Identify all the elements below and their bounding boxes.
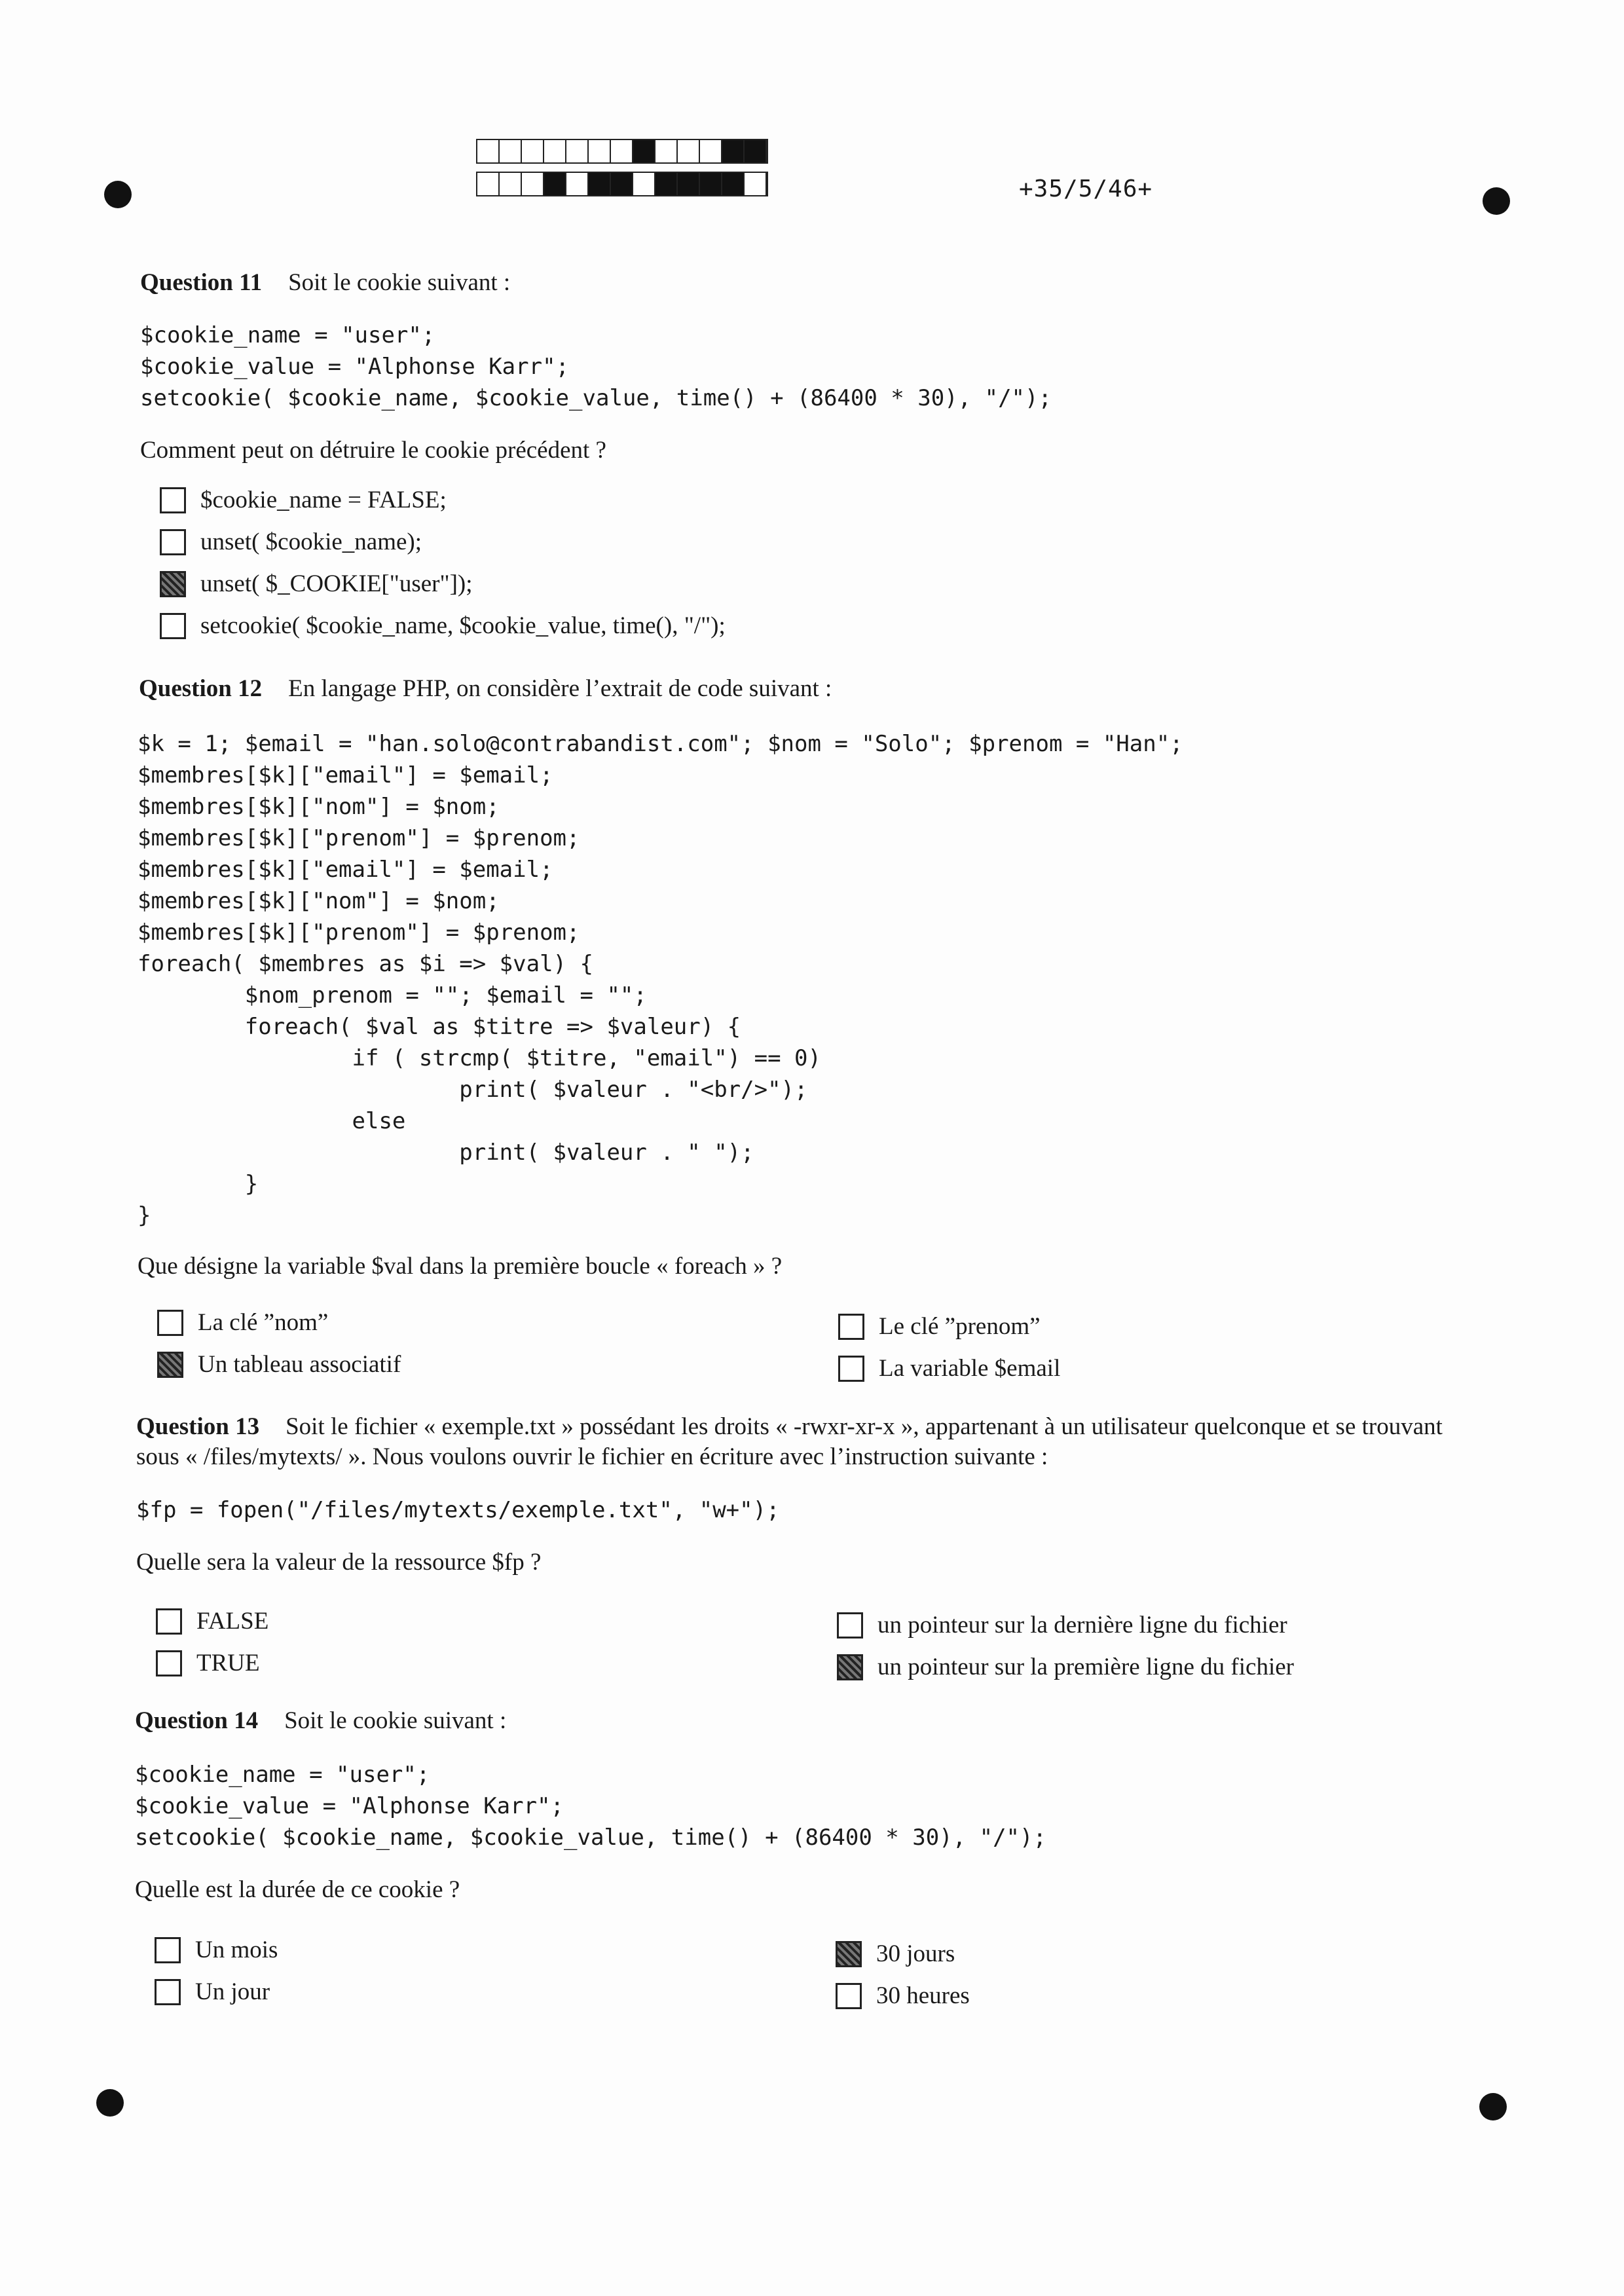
checkbox[interactable] (156, 1650, 182, 1676)
option-label: La variable $email (879, 1355, 1061, 1382)
checkbox[interactable] (160, 529, 186, 555)
option-label: $cookie_name = FALSE; (200, 487, 447, 513)
checkbox[interactable] (838, 1356, 864, 1382)
corner-mark-top-right (1483, 187, 1510, 215)
option[interactable] (155, 1936, 278, 1964)
option-label: FALSE (196, 1608, 269, 1635)
option-label: 30 jours (876, 1940, 955, 1967)
question-prompt: Comment peut on détruire le cookie précédent ? (140, 437, 606, 464)
checkbox[interactable] (160, 613, 186, 639)
barcode-cell (722, 173, 745, 195)
option-label: un pointeur sur la première ligne du fichier (877, 1654, 1294, 1680)
checkbox[interactable] (838, 1314, 864, 1340)
barcode-cell (522, 140, 544, 162)
barcode-bottom (476, 172, 768, 196)
barcode-cell (566, 140, 589, 162)
question-intro: Soit le cookie suivant : (284, 1707, 507, 1734)
option[interactable] (160, 486, 447, 514)
question-14-header (135, 1707, 506, 1735)
barcode-cell (655, 173, 678, 195)
option[interactable] (837, 1611, 1287, 1639)
code-block: $fp = fopen("/files/mytexts/exemple.txt", "w+"); (136, 1497, 780, 1523)
barcode-cell (589, 173, 611, 195)
question-label: Question 14 (135, 1707, 259, 1734)
question-prompt: Quelle est la durée de ce cookie ? (135, 1876, 460, 1903)
checkbox[interactable] (156, 1608, 182, 1635)
barcode-top (476, 139, 768, 164)
barcode-cell (633, 173, 655, 195)
checkbox[interactable] (155, 1937, 181, 1963)
question-12-header (139, 675, 832, 703)
barcode-cell (611, 140, 633, 162)
barcode-cell (633, 140, 655, 162)
barcode-cell (655, 140, 678, 162)
option[interactable] (155, 1978, 270, 2006)
corner-mark-bottom-left (96, 2089, 124, 2117)
barcode-cell (700, 140, 722, 162)
question-intro: Soit le cookie suivant : (288, 269, 511, 296)
barcode-cell (500, 173, 522, 195)
option-label: TRUE (196, 1650, 260, 1676)
option-label: Un tableau associatif (198, 1351, 401, 1378)
option[interactable] (838, 1354, 1060, 1382)
barcode-cell (544, 140, 566, 162)
checkbox[interactable] (836, 1941, 862, 1967)
checkbox[interactable] (160, 487, 186, 513)
question-13-header (136, 1412, 1485, 1472)
option[interactable] (838, 1312, 1041, 1341)
option[interactable] (836, 1982, 970, 2010)
question-label: Question 13 (136, 1413, 260, 1440)
barcode-cell (566, 173, 589, 195)
barcode-cell (544, 173, 566, 195)
option[interactable] (160, 570, 473, 598)
option[interactable] (837, 1653, 1294, 1681)
option-label: unset( $cookie_name); (200, 528, 422, 555)
barcode-cell (611, 173, 633, 195)
barcode-cell (745, 140, 767, 162)
question-label: Question 12 (139, 675, 263, 702)
barcode-cell (589, 140, 611, 162)
code-block: $k = 1; $email = "han.solo@contrabandist.com"; $nom = "Solo"; $prenom = "Han"; $membres[$k]["email"] = $email; $membres[$k]["nom"] = $nom; $membres[$k]["prenom"] = $prenom; $membres[$k]["email"] = $email; $membres[$k]["nom"] = $nom; $membres[$k]["prenom"] = $prenom; foreach( $membres as $i => $val) { $nom_prenom = ""; $email = ""; foreach( $val as $titre => $valeur) { if ( strcmp( $titre, "email") == 0) print( $valeur . "<br/>"); else print( $valeur . " "); } } (138, 731, 1183, 1229)
option-label: Le clé ”prenom” (879, 1313, 1041, 1340)
option-label: Un jour (195, 1978, 270, 2005)
option[interactable] (156, 1607, 268, 1635)
checkbox[interactable] (837, 1612, 863, 1639)
option-label: un pointeur sur la dernière ligne du fichier (877, 1612, 1287, 1639)
barcode-cell (678, 140, 700, 162)
question-intro: Soit le fichier « exemple.txt » possédant les droits « -rwxr-xr-x », appartenant à un utilisateur quelconque et se trouvant sous « /files/mytexts/ ». Nous voulons ouvrir le fichier en écriture avec l’instruction suivante : (136, 1413, 1443, 1470)
barcode-cell (477, 140, 500, 162)
barcode-cell (678, 173, 700, 195)
option-label: Un mois (195, 1936, 278, 1963)
option[interactable] (157, 1308, 328, 1337)
barcode-cell (745, 173, 767, 195)
option-label: 30 heures (876, 1982, 970, 2009)
checkbox[interactable] (157, 1352, 183, 1378)
corner-mark-top-left (104, 181, 132, 208)
checkbox[interactable] (155, 1979, 181, 2005)
option[interactable] (156, 1649, 260, 1677)
checkbox[interactable] (836, 1983, 862, 2009)
question-prompt: Que désigne la variable $val dans la première boucle « foreach » ? (138, 1253, 783, 1280)
option-label: setcookie( $cookie_name, $cookie_value, time(), "/"); (200, 612, 726, 639)
option[interactable] (157, 1350, 401, 1379)
option[interactable] (160, 528, 422, 556)
question-prompt: Quelle sera la valeur de la ressource $fp ? (136, 1549, 542, 1576)
option-label: unset( $_COOKIE["user"]); (200, 570, 473, 597)
barcode-cell (522, 173, 544, 195)
option[interactable] (160, 612, 726, 640)
checkbox[interactable] (837, 1654, 863, 1680)
option[interactable] (836, 1940, 955, 1968)
barcode-cell (477, 173, 500, 195)
question-label: Question 11 (140, 269, 263, 296)
barcode-cell (700, 173, 722, 195)
sheet-id: +35/5/46+ (1019, 176, 1153, 202)
code-block: $cookie_name = "user"; $cookie_value = "Alphonse Karr"; setcookie( $cookie_name, $cookie_value, time() + (86400 * 30), "/"); (135, 1762, 1046, 1851)
question-intro: En langage PHP, on considère l’extrait de code suivant : (288, 675, 832, 702)
option-label: La clé ”nom” (198, 1309, 329, 1336)
corner-mark-bottom-right (1479, 2093, 1507, 2120)
code-block: $cookie_name = "user"; $cookie_value = "Alphonse Karr"; setcookie( $cookie_name, $cookie_value, time() + (86400 * 30), "/"); (140, 322, 1052, 411)
barcode-cell (500, 140, 522, 162)
question-11-header (140, 268, 510, 297)
barcode-cell (722, 140, 745, 162)
checkbox[interactable] (157, 1310, 183, 1336)
checkbox[interactable] (160, 571, 186, 597)
